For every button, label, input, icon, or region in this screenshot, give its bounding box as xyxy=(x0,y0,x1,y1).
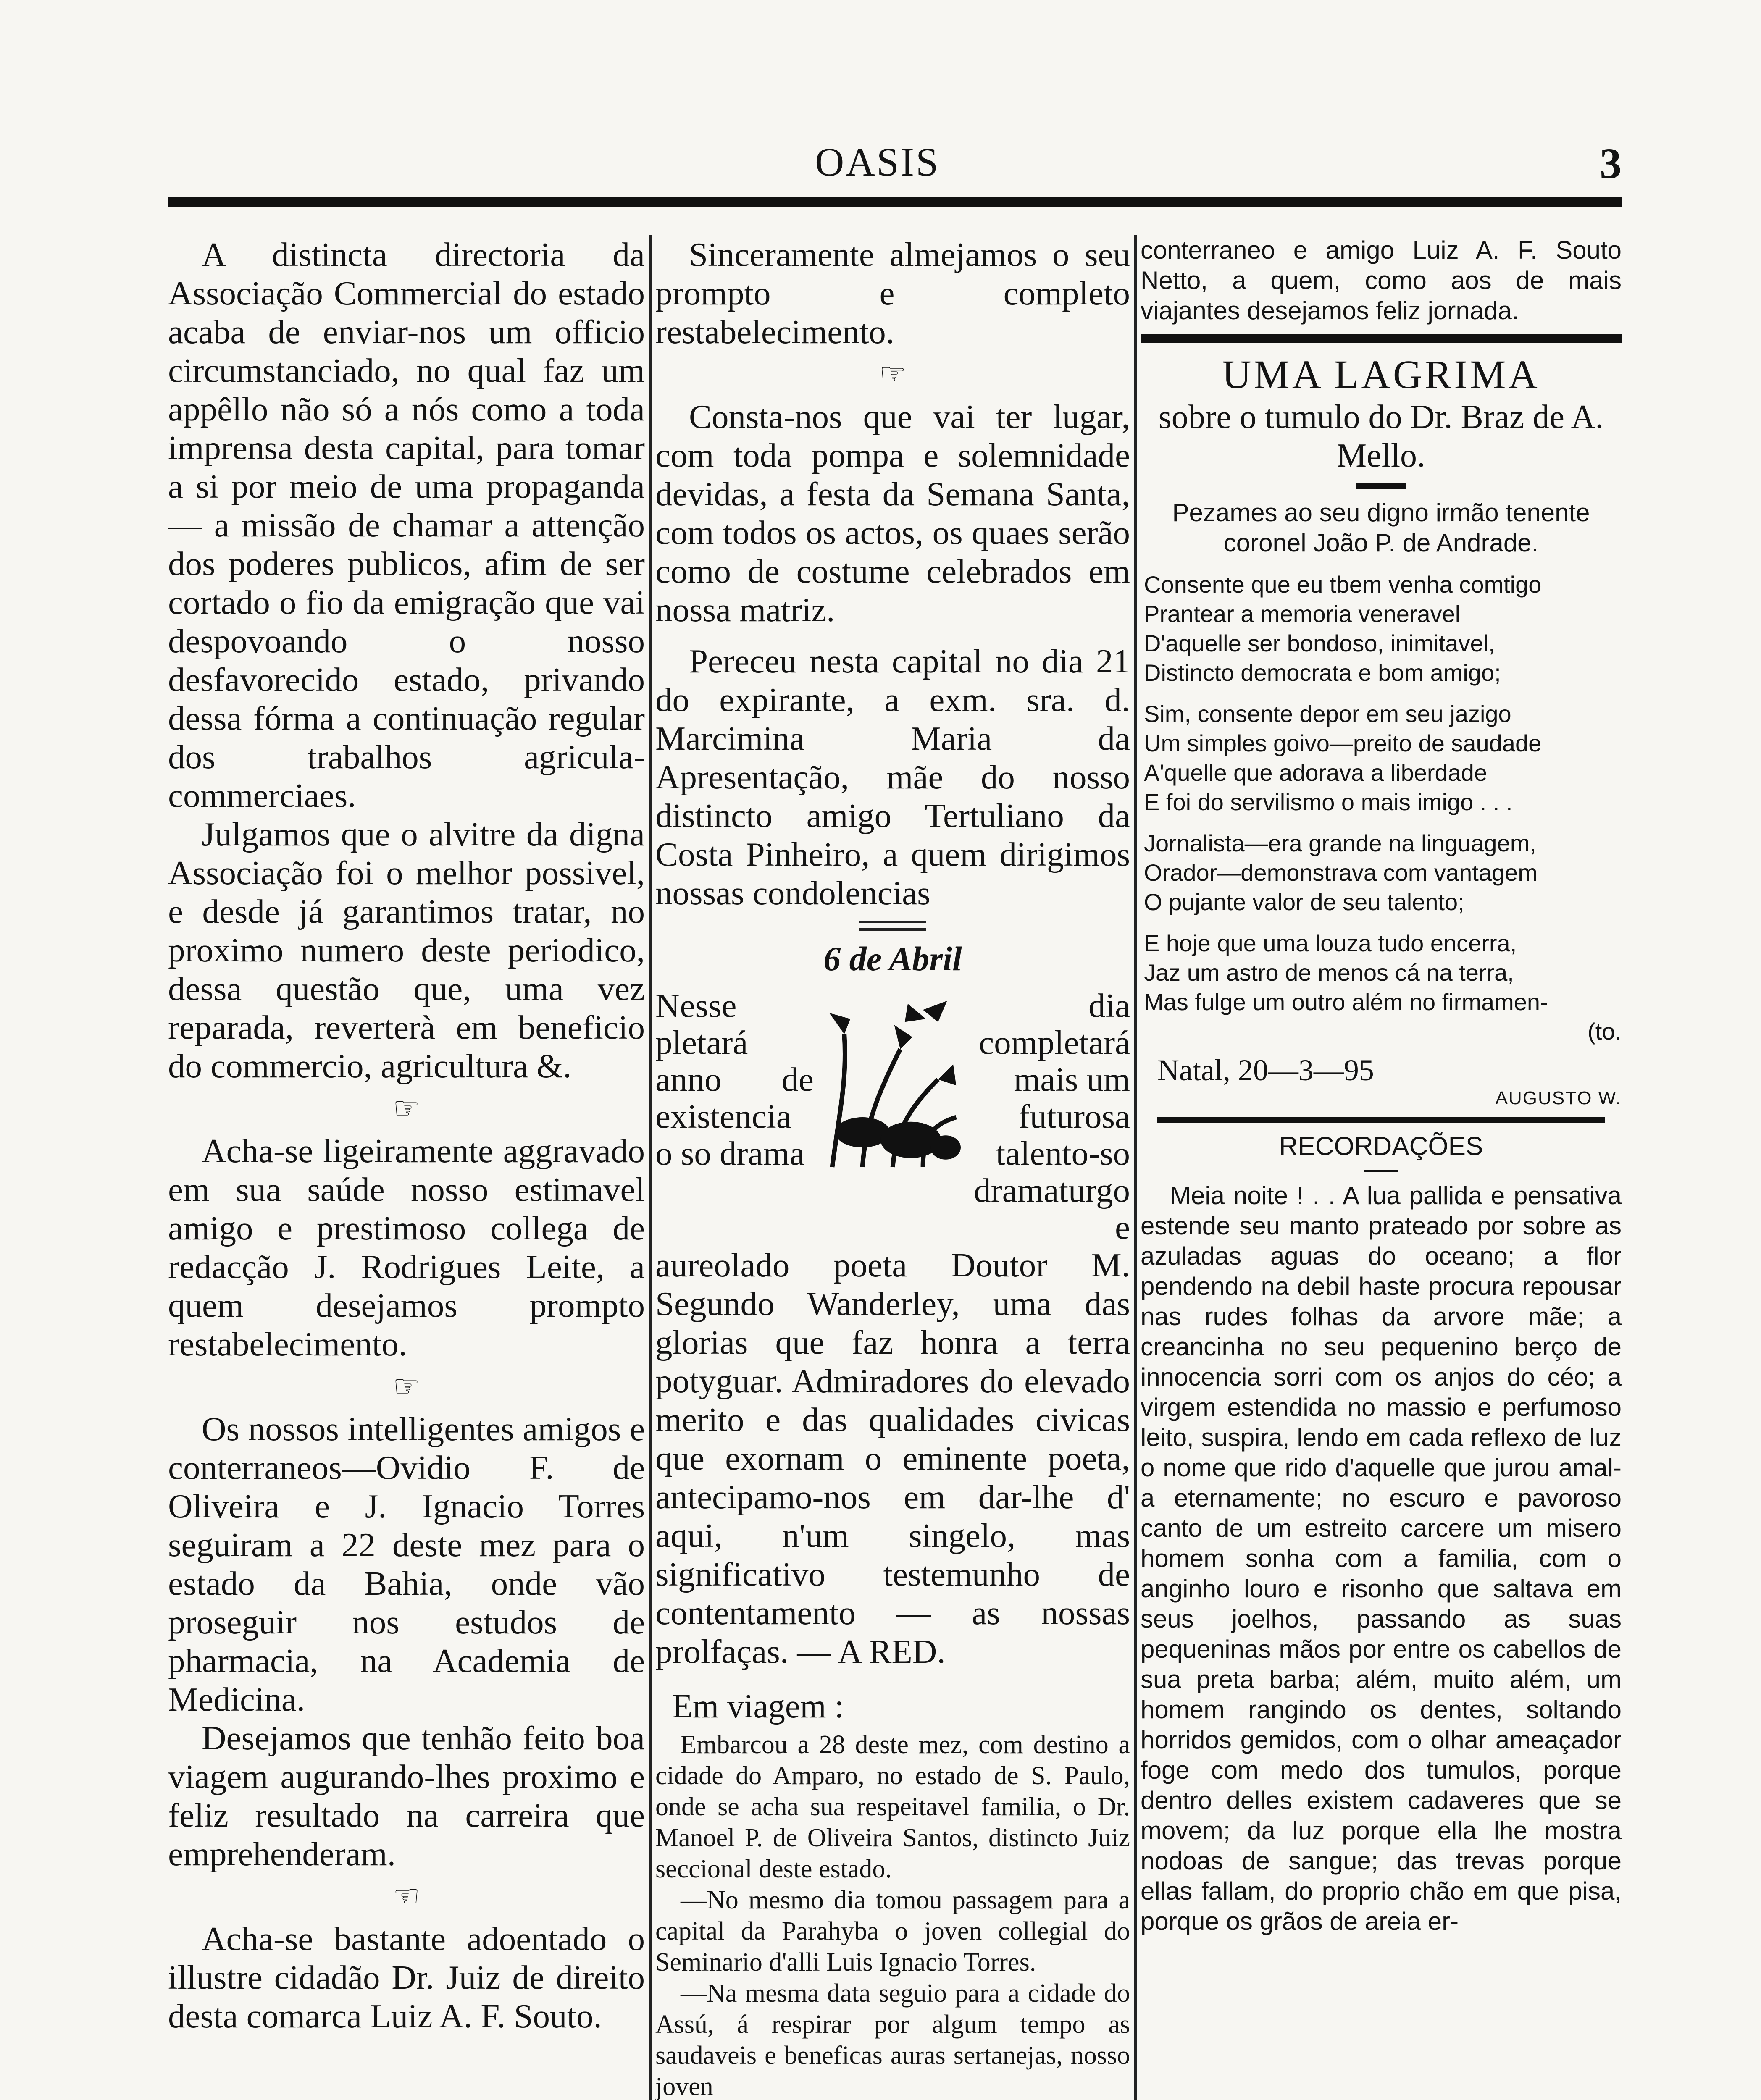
travel-item-1: Embarcou a 28 deste mez, com destino a cidade do Amparo, no estado de S. Paulo, onde se acha sua respeitavel familia, o Dr. Manoel P. de Oliveira Santos, distincto Juiz seccional deste estado. xyxy=(655,1730,1130,1883)
poem-stanza-1 xyxy=(1144,570,1622,688)
poem-dedication: Pezames ao seu digno irmão tenente coronel João P. de Andrade. xyxy=(1172,499,1590,557)
verse-line: O pujante valor de seu talento; xyxy=(1144,889,1464,915)
running-title: OASIS xyxy=(815,139,940,184)
article-obituary: Pereceu nesta capital no dia 21 do expirante, a exm. sra. d. Marcimina Maria da Apresentação, mãe do nosso distincto amigo Tertuliano da Costa Pinheiro, a quem dirigimos nossas condolencias xyxy=(655,642,1130,912)
poem-stanza-3 xyxy=(1144,829,1622,917)
verse-line: Distincto democrata e bom amigo; xyxy=(1144,659,1501,686)
poem-subtitle: sobre o tumulo do Dr. Braz de A. Mello. xyxy=(1158,399,1604,474)
section-divider xyxy=(1364,1170,1398,1172)
column-middle xyxy=(655,235,1130,2100)
page-header xyxy=(176,139,1622,193)
verse-line: Sim, consente depor em seu jazigo xyxy=(1144,701,1511,727)
poem-stanza-4 xyxy=(1144,929,1622,1046)
verse-line: (to. xyxy=(1588,1018,1622,1045)
pointing-hand-icon: ☜ xyxy=(393,1880,420,1913)
verse-line: Orador—demonstrava com vantagem xyxy=(1144,859,1538,886)
section-heading: 6 de Abril xyxy=(823,940,962,978)
section-divider xyxy=(1157,1117,1605,1123)
verse-line: Mas fulge um outro além no firmamen- xyxy=(1144,989,1548,1015)
verse-line: E foi do servilismo o mais imigo . . . xyxy=(1144,789,1513,815)
column-left xyxy=(168,235,645,2100)
box-text-left: Nesse pletará anno de existencia o so drama xyxy=(655,987,814,1172)
verse-line: E hoje que uma louza tudo encerra, xyxy=(1144,930,1517,956)
section-divider xyxy=(859,921,926,931)
column-right xyxy=(1141,235,1622,2100)
poem-stanza-2 xyxy=(1144,699,1622,817)
article-wanderley: aureolado poeta Doutor M. Segundo Wanderley, uma das glorias que faz honra a terra potyguar. Admiradores do elevado merito e das qualidades civicas que exornam o eminente poeta, antecipamo-nos em dar-lhe d' aqui, n'um singelo, mas significativo testemunho de contentamento — as nossas prolfaças. — A RED. xyxy=(655,1246,1130,1670)
verse-line: D'aquelle ser bondoso, inimitavel, xyxy=(1144,630,1495,656)
box-text-right: dia completará mais um futurosa talento-so dramaturgo e xyxy=(974,987,1130,1246)
travel-item-2: —No mesmo dia tomou passagem para a capital da Parahyba o joven collegial do Seminario d'alli Luis Ignacio Torres. xyxy=(655,1886,1130,1977)
section-divider xyxy=(1356,483,1406,489)
article-leite-health: Acha-se ligeiramente aggravado em sua saúde nosso estimavel amigo e prestimoso collega de redacção J. Rodrigues Leite, a quem desejamos prompto restabelecimento. xyxy=(168,1132,645,1363)
poem-title: UMA LAGRIMA xyxy=(1222,352,1540,397)
poem-author: AUGUSTO W. xyxy=(1495,1088,1622,1108)
poem-place-date: Natal, 20—3—95 xyxy=(1157,1053,1374,1087)
verse-line: Jornalista—era grande na linguagem, xyxy=(1144,830,1536,856)
article-souto-health: Acha-se bastante adoentado o illustre cidadão Dr. Juiz de direito desta comarca Luiz A. F. Souto. xyxy=(168,1920,645,2035)
verse-line: Um simples goivo—preito de saudade xyxy=(1144,730,1542,756)
article-recordacoes: Meia noite ! . . A lua pallida e pensativa estende seu manto prateado por sobre as azuladas aguas do oceano; a flor pendendo na debil haste procura repousar nas rudes folhas da arvore mãe; a creancinha no seu pequenino berço de innocencia sorri com os anjos do céo; a virgem estendida no massio e perfumoso leito, suspira, lendo em cada reflexo de luz o nome que rido d'aquelle que jurou amal-a eternamente; no escuro e pavoroso canto de um estreito carcere um misero homem sonha com a familia, com o anginho louro e risonho que saltava em seus joelhos, passando as suas pequeninas mãos por entre os cabellos de sua preta barba; além, muito além, um homem rangindo os dentes, soltando horridos gemidos, com o olhar ameaçador foge com medo dos tumulos, porque dentro delles existem cadaveres que se movem; da luz porque ella lhe mostra nodoas de sangue; das trevas porque ellas fallam, do proprio chão em que pisa, porque os grãos de areia er- xyxy=(1141,1181,1622,1935)
pointing-hand-icon: ☞ xyxy=(393,1092,420,1125)
column-divider xyxy=(649,235,652,2100)
article-recovery-wish: Sinceramente almejamos o seu prompto e completo restabelecimento. xyxy=(655,236,1130,351)
verse-line: Consente que eu tbem venha comtigo xyxy=(1144,571,1542,598)
section-divider xyxy=(1141,334,1622,343)
travel-heading: Em viagem : xyxy=(672,1688,844,1725)
article-holy-week: Consta-nos que vai ter lugar, com toda pompa e solemnidade devidas, a festa da Semana Santa, com todos os actos, os quaes serão como de costume celebrados em nossa matriz. xyxy=(655,398,1130,629)
travel-item-3-cont: conterraneo e amigo Luiz A. F. Souto Netto, a quem, como aos de mais viajantes desejamos feliz jornada. xyxy=(1141,236,1622,325)
verse-line: Jaz um astro de menos cá na terra, xyxy=(1144,959,1514,986)
verse-line: Prantear a memoria veneravel xyxy=(1144,601,1461,627)
recordacoes-title: RECORDAÇÕES xyxy=(1279,1132,1483,1161)
article-association: A distincta directoria da Associação Commercial do estado acaba de enviar-nos um officio circumstanciado, no qual faz um appêllo não só a nós como a toda imprensa desta capital, para tomar a si por meio de uma propaganda— a missão de chamar a attenção dos poderes publicos, afim de ser cortado o fio da emigração que vai despovoando o nosso desfavorecido estado, privando dessa fórma a continuação regular dos trabalhos agricula-commerciaes. xyxy=(168,236,645,814)
birthday-box xyxy=(655,987,1130,1246)
pointing-hand-icon: ☞ xyxy=(879,357,907,391)
page-number: 3 xyxy=(1600,139,1622,188)
column-divider xyxy=(1134,235,1137,2100)
header-rule xyxy=(168,197,1622,207)
verse-line: A'quelle que adorava a liberdade xyxy=(1144,759,1488,786)
pointing-hand-icon: ☞ xyxy=(393,1370,420,1403)
flower-ornament-icon xyxy=(817,987,968,1172)
article-students-wishes: Desejamos que tenhão feito boa viagem augurando-lhes proximo e feliz resultado na carreira que emprehenderam. xyxy=(168,1719,645,1873)
article-association-cont: Julgamos que o alvitre da digna Associação foi o melhor possivel, e desde já garantimos tratar, no proximo numero deste periodico, dessa questão que, uma vez reparada, reverterà em beneficio do commercio, agricultura &. xyxy=(168,815,645,1085)
travel-item-3: —Na mesma data seguio para a cidade do Assú, á respirar por algum tempo as saudaveis e beneficas auras sertanejas, nosso joven xyxy=(655,1979,1130,2100)
article-students-travel: Os nossos intelligentes amigos e conterraneos—Ovidio F. de Oliveira e J. Ignacio Torres seguiram a 22 deste mez para o estado da Bahia, onde vão proseguir nos estudos de pharmacia, na Academia de Medicina. xyxy=(168,1410,645,1718)
